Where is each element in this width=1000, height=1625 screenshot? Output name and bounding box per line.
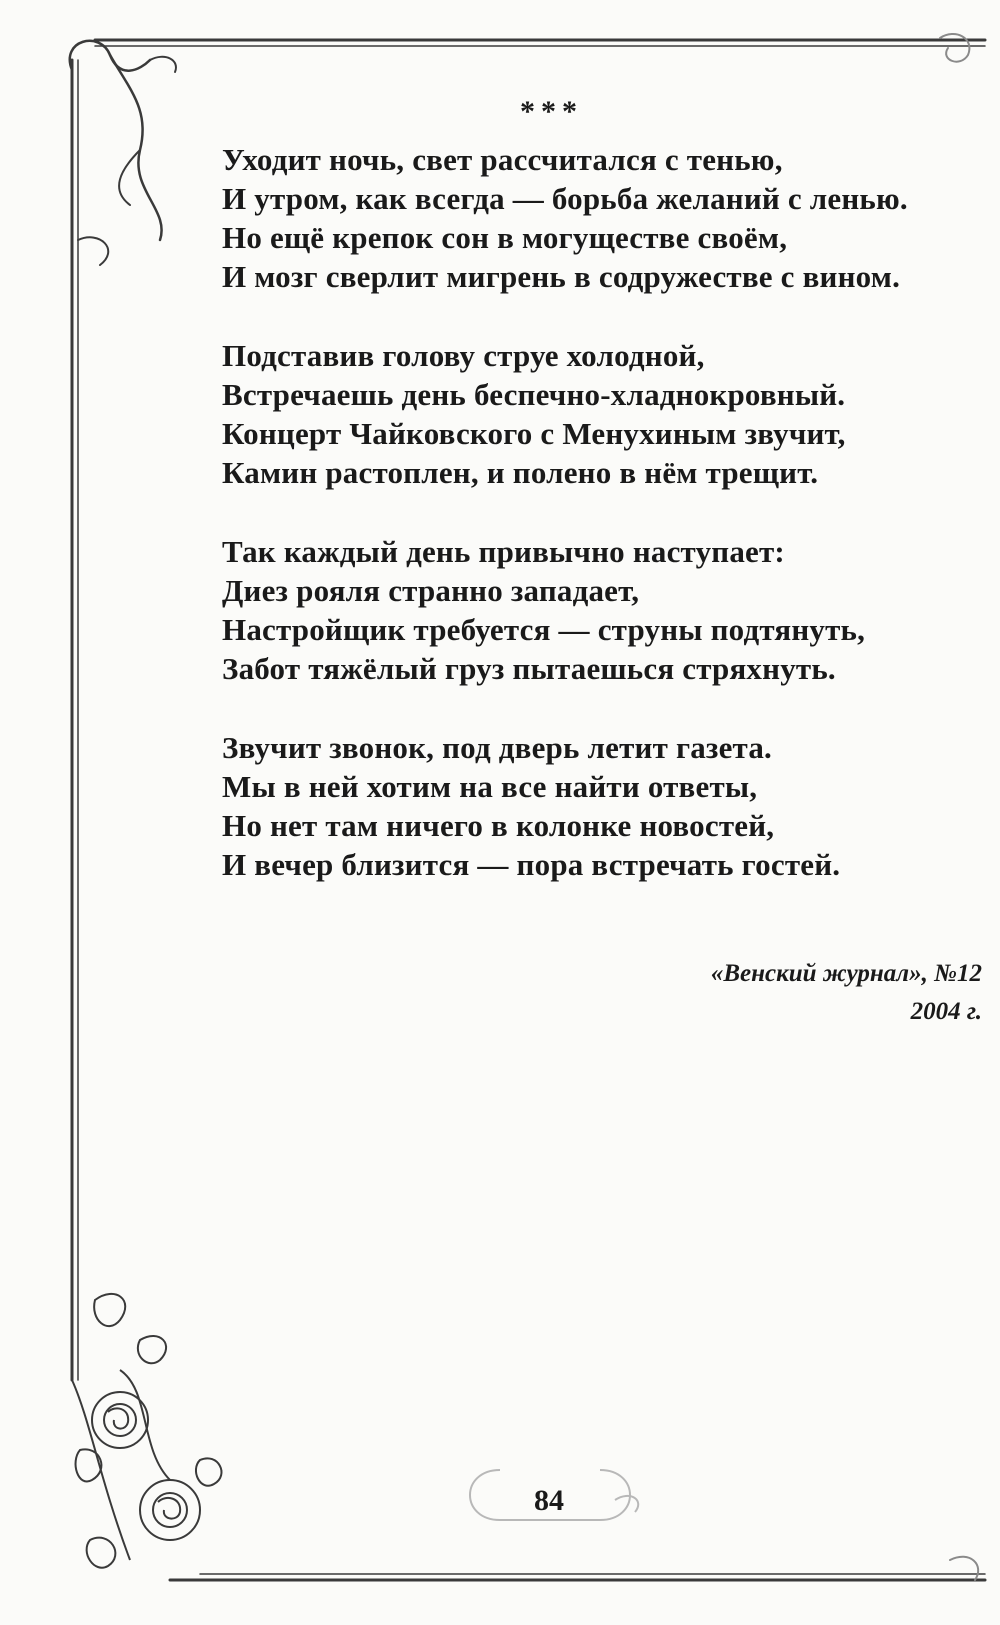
poem-line: И вечер близится — пора встречать гостей.	[222, 847, 841, 882]
poem-line: И мозг сверлит мигрень в содружестве с вином.	[222, 259, 901, 294]
poem-line: Настройщик требуется — струны подтянуть,	[222, 612, 866, 647]
source-publication: «Венский журнал», №12	[710, 960, 982, 987]
roses-ornament-icon	[72, 1294, 221, 1568]
poem-line: Но ещё крепок сон в могуществе своём,	[222, 220, 788, 255]
poem-line: Подставив голову струе холодной,	[222, 338, 705, 373]
poem-line: Концерт Чайковского с Менухиным звучит,	[222, 416, 846, 451]
poem-line: Диез рояля странно западает,	[222, 573, 640, 608]
poem-line: Уходит ночь, свет рассчитался с тенью,	[222, 142, 783, 177]
source-citation	[711, 955, 982, 1031]
poem-line: Встречаешь день беспечно-хладнокровный.	[222, 377, 846, 412]
page-number: 84	[534, 1484, 564, 1517]
stanza	[222, 336, 982, 492]
poem-line: И утром, как всегда — борьба желаний с ленью.	[222, 181, 908, 216]
poem-line: Забот тяжёлый груз пытаешься стряхнуть.	[222, 651, 836, 686]
section-asterisks: ***	[520, 95, 583, 128]
stanza	[222, 140, 982, 296]
poem-line: Так каждый день привычно наступает:	[222, 534, 785, 569]
poem-line: Но нет там ничего в колонке новостей,	[222, 808, 775, 843]
poem-line: Мы в ней хотим на все найти ответы,	[222, 769, 758, 804]
poem-line: Звучит звонок, под дверь летит газета.	[222, 730, 773, 765]
poem-line: Камин растоплен, и полено в нём трещит.	[222, 455, 819, 490]
source-year: 2004 г.	[910, 998, 982, 1025]
poem-body	[222, 140, 982, 924]
stanza	[222, 728, 982, 884]
stanza	[222, 532, 982, 688]
